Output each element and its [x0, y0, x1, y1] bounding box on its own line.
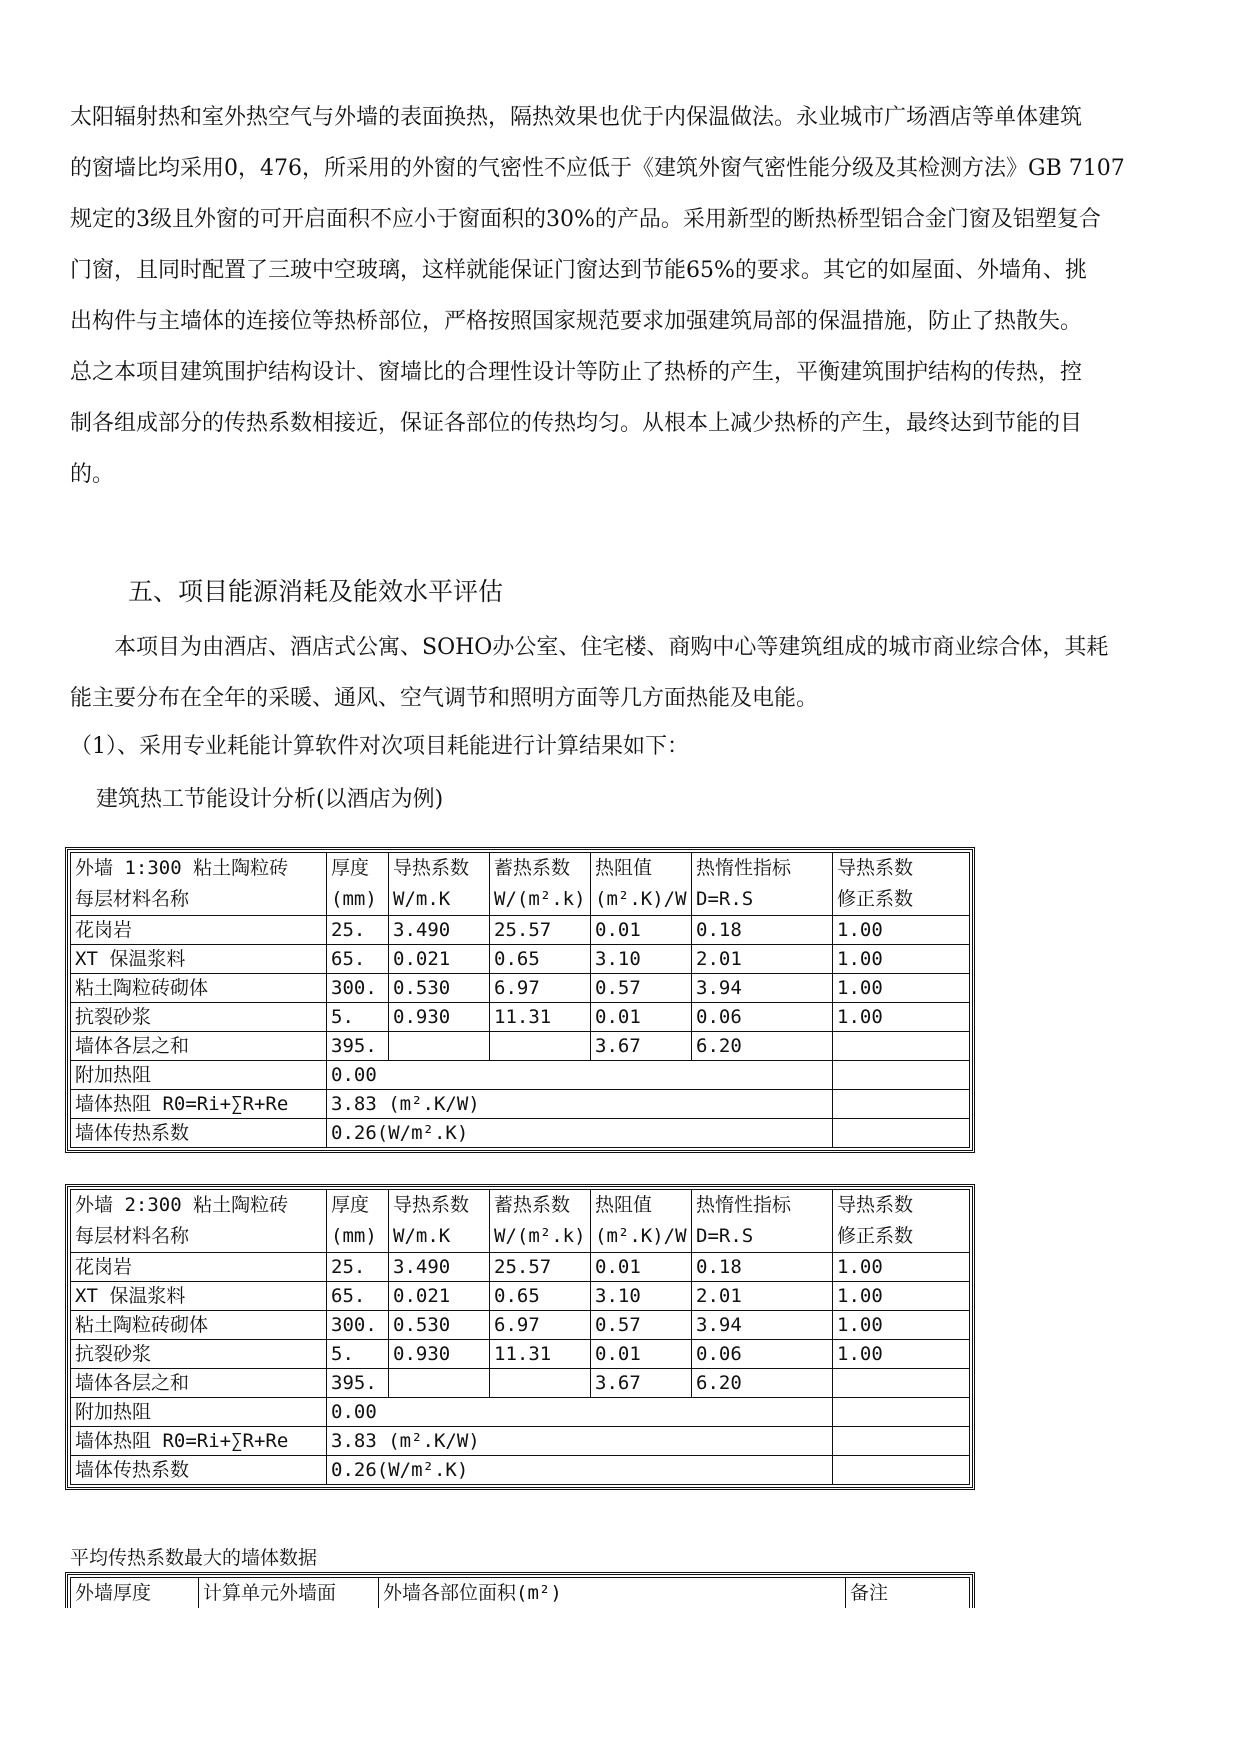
header-cell: 蓄热系数 W/(m².k)	[490, 853, 591, 916]
table-cell: 附加热阻	[71, 1061, 327, 1090]
table-row	[71, 1032, 970, 1061]
table-cell: 2.01	[692, 945, 833, 974]
table-cell: 0.57	[591, 1311, 692, 1340]
table-cell: XT 保温浆料	[71, 945, 327, 974]
table-cell: 395.	[327, 1369, 389, 1398]
table-cell	[490, 1032, 591, 1061]
table-cell: 3.67	[591, 1369, 692, 1398]
table-cell: 300.	[327, 974, 389, 1003]
table-row	[71, 1119, 970, 1148]
table-cell: 1.00	[833, 1003, 970, 1032]
table-row	[71, 1253, 970, 1282]
header-cell: 热惰性指标 D=R.S	[692, 853, 833, 916]
header-cell: 导热系数 W/m.K	[389, 1190, 490, 1253]
header-cell: 导热系数 修正系数	[833, 853, 970, 916]
header-cell: 热惰性指标 D=R.S	[692, 1190, 833, 1253]
table-cell	[490, 1369, 591, 1398]
table-cell: 0.18	[692, 1253, 833, 1282]
table-cell: 3.94	[692, 974, 833, 1003]
table-cell	[833, 1427, 970, 1456]
table-cell: 0.021	[389, 945, 490, 974]
table-cell	[389, 1369, 490, 1398]
table-cell: 11.31	[490, 1340, 591, 1369]
text-line: 能主要分布在全年的采暖、通风、空气调节和照明方面等几方面热能及电能。	[70, 686, 819, 711]
table-cell: 0.18	[692, 916, 833, 945]
wall-table-2	[65, 1184, 975, 1490]
table-cell: 附加热阻	[71, 1398, 327, 1427]
text-line: 太阳辐射热和室外热空气与外墙的表面换热，隔热效果也优于内保温做法。永业城市广场酒店等单体建筑	[70, 105, 1083, 130]
table-cell: 0.65	[490, 945, 591, 974]
table-cell: 0.930	[389, 1003, 490, 1032]
table-cell: 粘土陶粒砖砌体	[71, 1311, 327, 1340]
table-cell: 3.490	[389, 916, 490, 945]
table-row	[71, 1061, 970, 1090]
wall-data-table	[65, 1572, 975, 1608]
table-cell: 粘土陶粒砖砌体	[71, 974, 327, 1003]
table-cell: 0.57	[591, 974, 692, 1003]
table-row	[71, 945, 970, 974]
text-line: 制各组成部分的传热系数相接近，保证各部位的传热均匀。从根本上减少热桥的产生，最终达到节能的目	[70, 411, 1083, 436]
table-cell: 300.	[327, 1311, 389, 1340]
table-cell: 2.01	[692, 1282, 833, 1311]
table-cell	[833, 1061, 970, 1090]
table-row	[71, 1578, 970, 1609]
table-cell	[833, 1032, 970, 1061]
text-line: 的窗墙比均采用0，476，所采用的外窗的气密性不应低于《建筑外窗气密性能分级及其检测方法》GB 7107	[70, 156, 1125, 181]
section-paragraph	[70, 622, 1210, 724]
table-cell: 3.490	[389, 1253, 490, 1282]
table-cell: 0.00	[327, 1398, 833, 1427]
table-cell: 25.57	[490, 1253, 591, 1282]
list-item: （1）、采用专业耗能计算软件对次项目耗能进行计算结果如下：	[70, 734, 689, 759]
table-cell: 6.20	[692, 1032, 833, 1061]
table-cell	[833, 1090, 970, 1119]
table-cell: 0.01	[591, 1340, 692, 1369]
table-cell: 0.26(W/m².K)	[327, 1119, 833, 1148]
table-cell: 3.10	[591, 1282, 692, 1311]
table-cell: 0.65	[490, 1282, 591, 1311]
table-cell: 0.021	[389, 1282, 490, 1311]
header-cell: 外墙 2:300 粘土陶粒砖 每层材料名称	[71, 1190, 327, 1253]
section-heading: 五、项目能源消耗及能效水平评估	[128, 577, 504, 606]
table-cell: 1.00	[833, 916, 970, 945]
header-cell: 外墙厚度	[71, 1578, 199, 1609]
table-cell: 3.83 (m².K/W)	[327, 1090, 833, 1119]
intro-paragraph	[70, 92, 1210, 500]
text-line: 本项目为由酒店、酒店式公寓、SOHO办公室、住宅楼、商购中心等建筑组成的城市商业综合体，其耗	[70, 635, 1109, 660]
header-cell: 外墙 1:300 粘土陶粒砖 每层材料名称	[71, 853, 327, 916]
table-row	[71, 1456, 970, 1485]
table-cell: 25.57	[490, 916, 591, 945]
table-cell: 花岗岩	[71, 916, 327, 945]
header-cell: 蓄热系数 W/(m².k)	[490, 1190, 591, 1253]
table-caption: 平均传热系数最大的墙体数据	[70, 1547, 318, 1569]
table-cell: 11.31	[490, 1003, 591, 1032]
table-row	[71, 1282, 970, 1311]
header-cell: 备注	[846, 1578, 970, 1609]
table-row	[71, 1340, 970, 1369]
table-cell: 3.94	[692, 1311, 833, 1340]
table-cell: 3.83 (m².K/W)	[327, 1427, 833, 1456]
table-cell: 抗裂砂浆	[71, 1003, 327, 1032]
table-cell: 0.01	[591, 1253, 692, 1282]
table-cell: 0.06	[692, 1003, 833, 1032]
table-cell: 花岗岩	[71, 1253, 327, 1282]
table-cell: 65.	[327, 945, 389, 974]
table-cell: 395.	[327, 1032, 389, 1061]
table-cell: 25.	[327, 1253, 389, 1282]
table-cell: 6.97	[490, 974, 591, 1003]
table-cell: 0.01	[591, 916, 692, 945]
table-cell: 墙体各层之和	[71, 1369, 327, 1398]
header-cell: 厚度 (mm)	[327, 1190, 389, 1253]
table-cell: 3.10	[591, 945, 692, 974]
table-cell: 25.	[327, 916, 389, 945]
table-cell	[833, 1456, 970, 1485]
table-cell: 0.530	[389, 1311, 490, 1340]
table-cell: 0.06	[692, 1340, 833, 1369]
table-cell: 墙体传热系数	[71, 1119, 327, 1148]
text-line: 的。	[70, 462, 115, 487]
table-cell: 1.00	[833, 1282, 970, 1311]
table-row	[71, 1369, 970, 1398]
table-cell: 3.67	[591, 1032, 692, 1061]
table-cell	[833, 1369, 970, 1398]
table-cell: 6.97	[490, 1311, 591, 1340]
header-cell: 厚度 (mm)	[327, 853, 389, 916]
table-cell: 65.	[327, 1282, 389, 1311]
header-cell: 外墙各部位面积(m²)	[379, 1578, 846, 1609]
text-line: 门窗，且同时配置了三玻中空玻璃，这样就能保证门窗达到节能65%的要求。其它的如屋面、外墙角、挑	[70, 258, 1087, 283]
table-cell: 1.00	[833, 945, 970, 974]
table-cell	[833, 1398, 970, 1427]
header-cell: 导热系数 修正系数	[833, 1190, 970, 1253]
header-cell: 热阻值 (m².K)/W	[591, 1190, 692, 1253]
table-cell: XT 保温浆料	[71, 1282, 327, 1311]
table-row	[71, 1398, 970, 1427]
table-cell: 0.930	[389, 1340, 490, 1369]
table-cell: 5.	[327, 1003, 389, 1032]
table-cell: 墙体各层之和	[71, 1032, 327, 1061]
text-line: 规定的3级且外窗的可开启面积不应小于窗面积的30%的产品。采用新型的断热桥型铝合金门窗及铝塑复合	[70, 207, 1101, 232]
table-row	[71, 1427, 970, 1456]
header-cell: 导热系数 W/m.K	[389, 853, 490, 916]
table-cell: 1.00	[833, 1340, 970, 1369]
table-cell	[833, 1119, 970, 1148]
table-cell: 0.530	[389, 974, 490, 1003]
wall-table-1	[65, 847, 975, 1153]
table-cell: 墙体传热系数	[71, 1456, 327, 1485]
table-row	[71, 1003, 970, 1032]
table-cell: 5.	[327, 1340, 389, 1369]
table-caption: 建筑热工节能设计分析(以酒店为例)	[96, 787, 444, 812]
header-cell: 热阻值 (m².K)/W	[591, 853, 692, 916]
table-row	[71, 974, 970, 1003]
header-cell: 计算单元外墙面	[199, 1578, 379, 1609]
table-row	[71, 1090, 970, 1119]
table-cell: 0.26(W/m².K)	[327, 1456, 833, 1485]
text-line: 总之本项目建筑围护结构设计、窗墙比的合理性设计等防止了热桥的产生，平衡建筑围护结构的传热，控	[70, 360, 1083, 385]
table-row	[71, 1311, 970, 1340]
table-cell: 墙体热阻 R0=Ri+∑R+Re	[71, 1090, 327, 1119]
text-line: 出构件与主墙体的连接位等热桥部位，严格按照国家规范要求加强建筑局部的保温措施，防止了热散失。	[70, 309, 1083, 334]
table-cell: 抗裂砂浆	[71, 1340, 327, 1369]
table-cell: 6.20	[692, 1369, 833, 1398]
table-cell: 1.00	[833, 1253, 970, 1282]
table-cell: 0.00	[327, 1061, 833, 1090]
table-cell: 0.01	[591, 1003, 692, 1032]
table-cell: 1.00	[833, 974, 970, 1003]
table-row	[71, 916, 970, 945]
table-cell	[389, 1032, 490, 1061]
table-cell: 1.00	[833, 1311, 970, 1340]
table-cell: 墙体热阻 R0=Ri+∑R+Re	[71, 1427, 327, 1456]
